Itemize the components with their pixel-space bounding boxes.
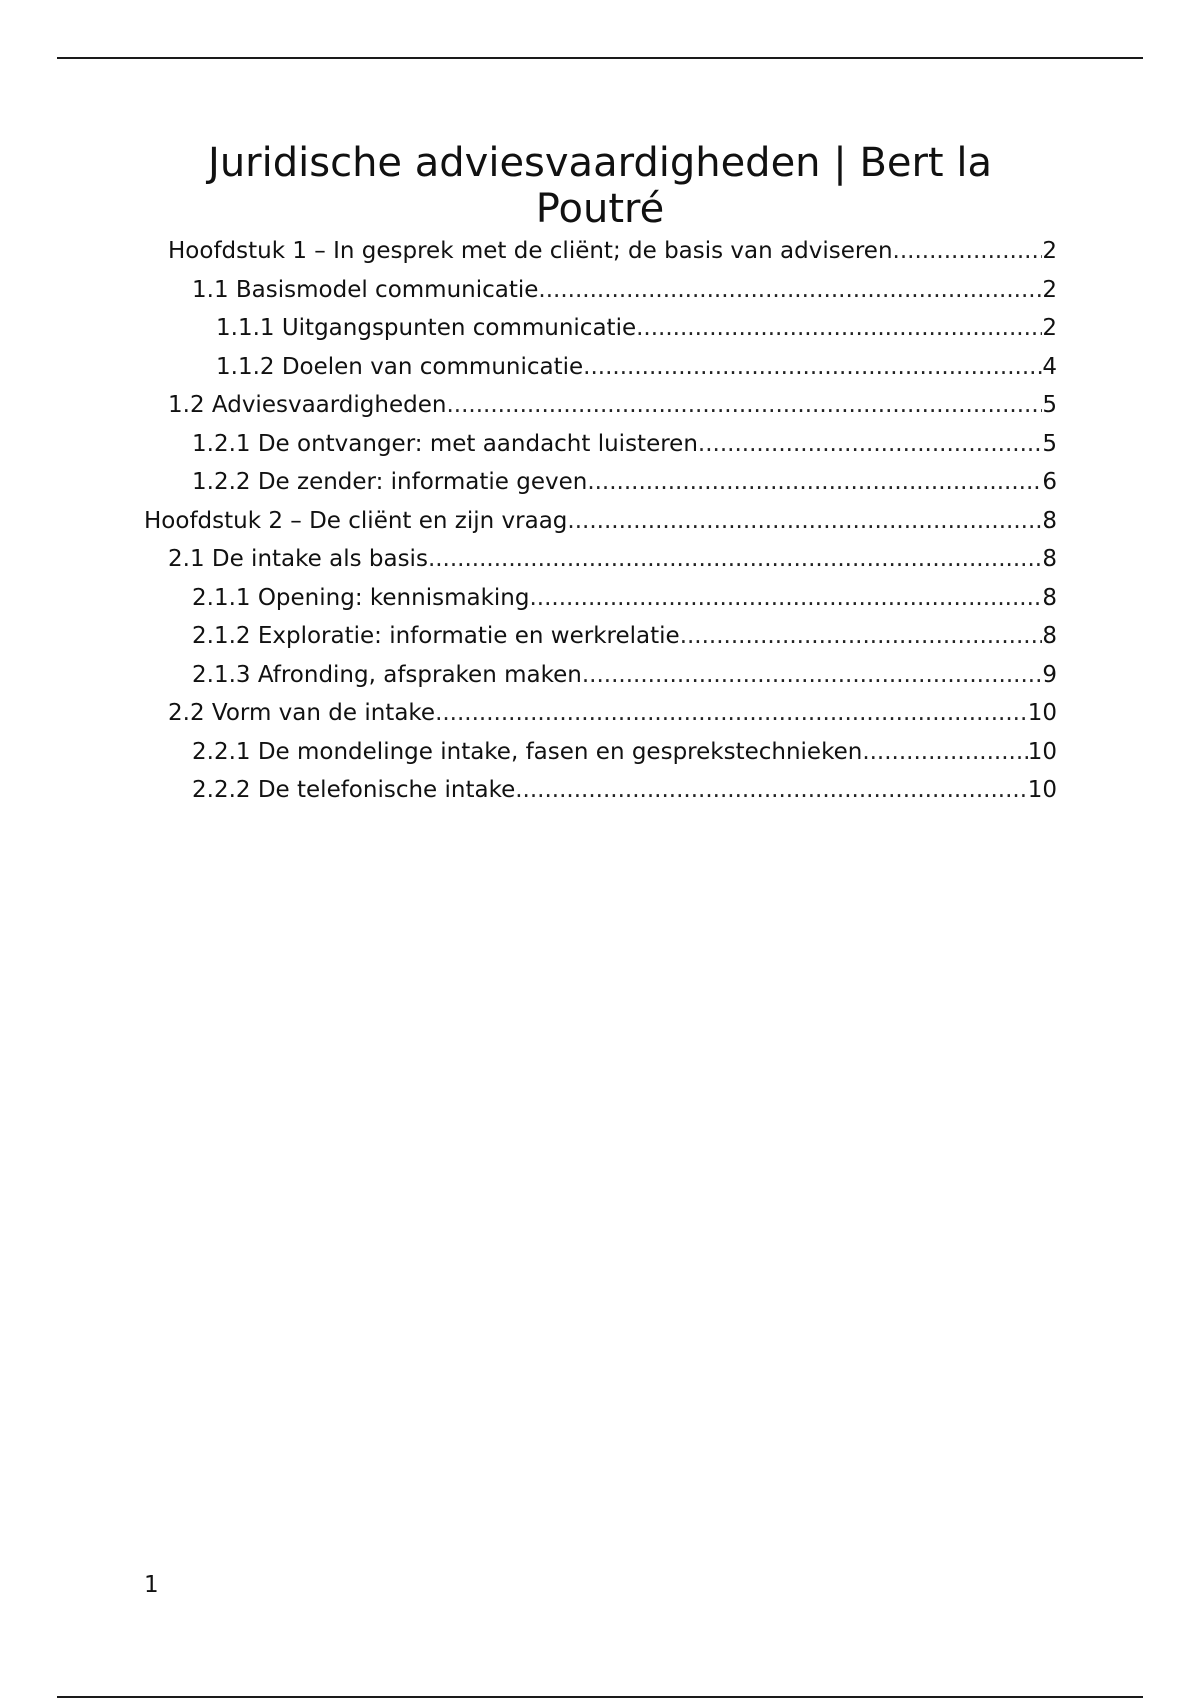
toc-dot-leader — [446, 386, 1042, 424]
toc-entry-page: 10 — [1027, 777, 1057, 803]
header-rule — [57, 57, 1143, 59]
toc-entry[interactable] — [192, 579, 1057, 617]
toc-dot-leader — [583, 348, 1042, 386]
toc-entry-page: 8 — [1042, 507, 1057, 534]
toc-entry[interactable] — [192, 771, 1057, 809]
toc-entry-page: 9 — [1042, 661, 1057, 688]
document-title: Juridische adviesvaardigheden | Bert la Poutré — [208, 140, 992, 232]
page-number: 1 — [144, 1572, 159, 1598]
toc-entry-text: 1.1 Basismodel communicatie — [192, 276, 539, 303]
toc-entry-text: 1.2.2 De zender: informatie geven — [192, 469, 588, 495]
toc-dot-leader — [538, 271, 1042, 309]
toc-entry-text: 2.2 Vorm van de intake — [168, 700, 436, 726]
toc-entry-page: 10 — [1027, 738, 1057, 765]
toc-entry-page: 8 — [1042, 623, 1057, 649]
toc-dot-leader — [582, 656, 1043, 694]
toc-entry[interactable] — [192, 425, 1057, 463]
toc-entry-text: 1.2 Adviesvaardigheden — [168, 392, 447, 418]
toc-entry-page: 6 — [1042, 469, 1057, 495]
toc-entry-text: Hoofdstuk 1 – In gesprek met de cliënt; de basis van adviseren — [168, 238, 893, 264]
toc-entry-text: 1.1.1 Uitgangspunten communicatie — [216, 315, 637, 341]
toc-entry-text: 2.1.2 Exploratie: informatie en werkrelatie — [192, 623, 680, 649]
toc-entry-text: 2.2.1 De mondelinge intake, fasen en gesprekstechnieken — [192, 738, 863, 765]
toc-dot-leader — [587, 463, 1042, 501]
toc-entry[interactable] — [168, 386, 1057, 424]
toc-dot-leader — [435, 694, 1028, 732]
toc-entry[interactable] — [144, 502, 1057, 540]
toc-entry[interactable] — [216, 309, 1057, 347]
toc-entry-text: 2.2.2 De telefonische intake — [192, 777, 516, 803]
toc-dot-leader — [529, 579, 1042, 617]
toc-entry-page: 10 — [1027, 700, 1057, 726]
toc-entry-page: 5 — [1042, 392, 1057, 418]
toc-entry[interactable] — [192, 271, 1057, 309]
toc-dot-leader — [428, 540, 1042, 578]
toc-entry-page: 5 — [1042, 430, 1057, 457]
toc-entry-page: 8 — [1042, 584, 1057, 611]
footer-rule — [57, 1696, 1143, 1698]
toc-dot-leader — [680, 617, 1043, 655]
toc-entry-page: 2 — [1042, 315, 1057, 341]
toc-entry[interactable] — [192, 733, 1057, 771]
toc-entry[interactable] — [192, 463, 1057, 501]
toc-entry-text: 2.1.3 Afronding, afspraken maken — [192, 661, 582, 688]
toc-entry-page: 2 — [1042, 238, 1057, 264]
toc-dot-leader — [698, 425, 1042, 463]
toc-entry-text: Hoofdstuk 2 – De cliënt en zijn vraag — [144, 507, 568, 534]
toc-entry[interactable] — [192, 656, 1057, 694]
toc-dot-leader — [893, 232, 1043, 270]
toc-entry-page: 8 — [1042, 546, 1057, 572]
toc-entry[interactable] — [216, 348, 1057, 386]
toc-entry-text: 1.1.2 Doelen van communicatie — [216, 353, 584, 380]
toc-entry[interactable] — [168, 232, 1057, 270]
toc-entry-text: 2.1 De intake als basis — [168, 546, 428, 572]
toc-entry[interactable] — [168, 540, 1057, 578]
toc-dot-leader — [862, 733, 1027, 771]
toc-entry[interactable] — [168, 694, 1057, 732]
toc-dot-leader — [636, 309, 1042, 347]
toc-dot-leader — [515, 771, 1027, 809]
toc-entry-text: 1.2.1 De ontvanger: met aandacht luisteren — [192, 430, 698, 457]
toc-entry-page: 2 — [1042, 276, 1057, 303]
toc-entry-page: 4 — [1042, 353, 1057, 380]
toc-dot-leader — [567, 502, 1042, 540]
toc-entry-text: 2.1.1 Opening: kennismaking — [192, 584, 530, 611]
toc-entry[interactable] — [192, 617, 1057, 655]
